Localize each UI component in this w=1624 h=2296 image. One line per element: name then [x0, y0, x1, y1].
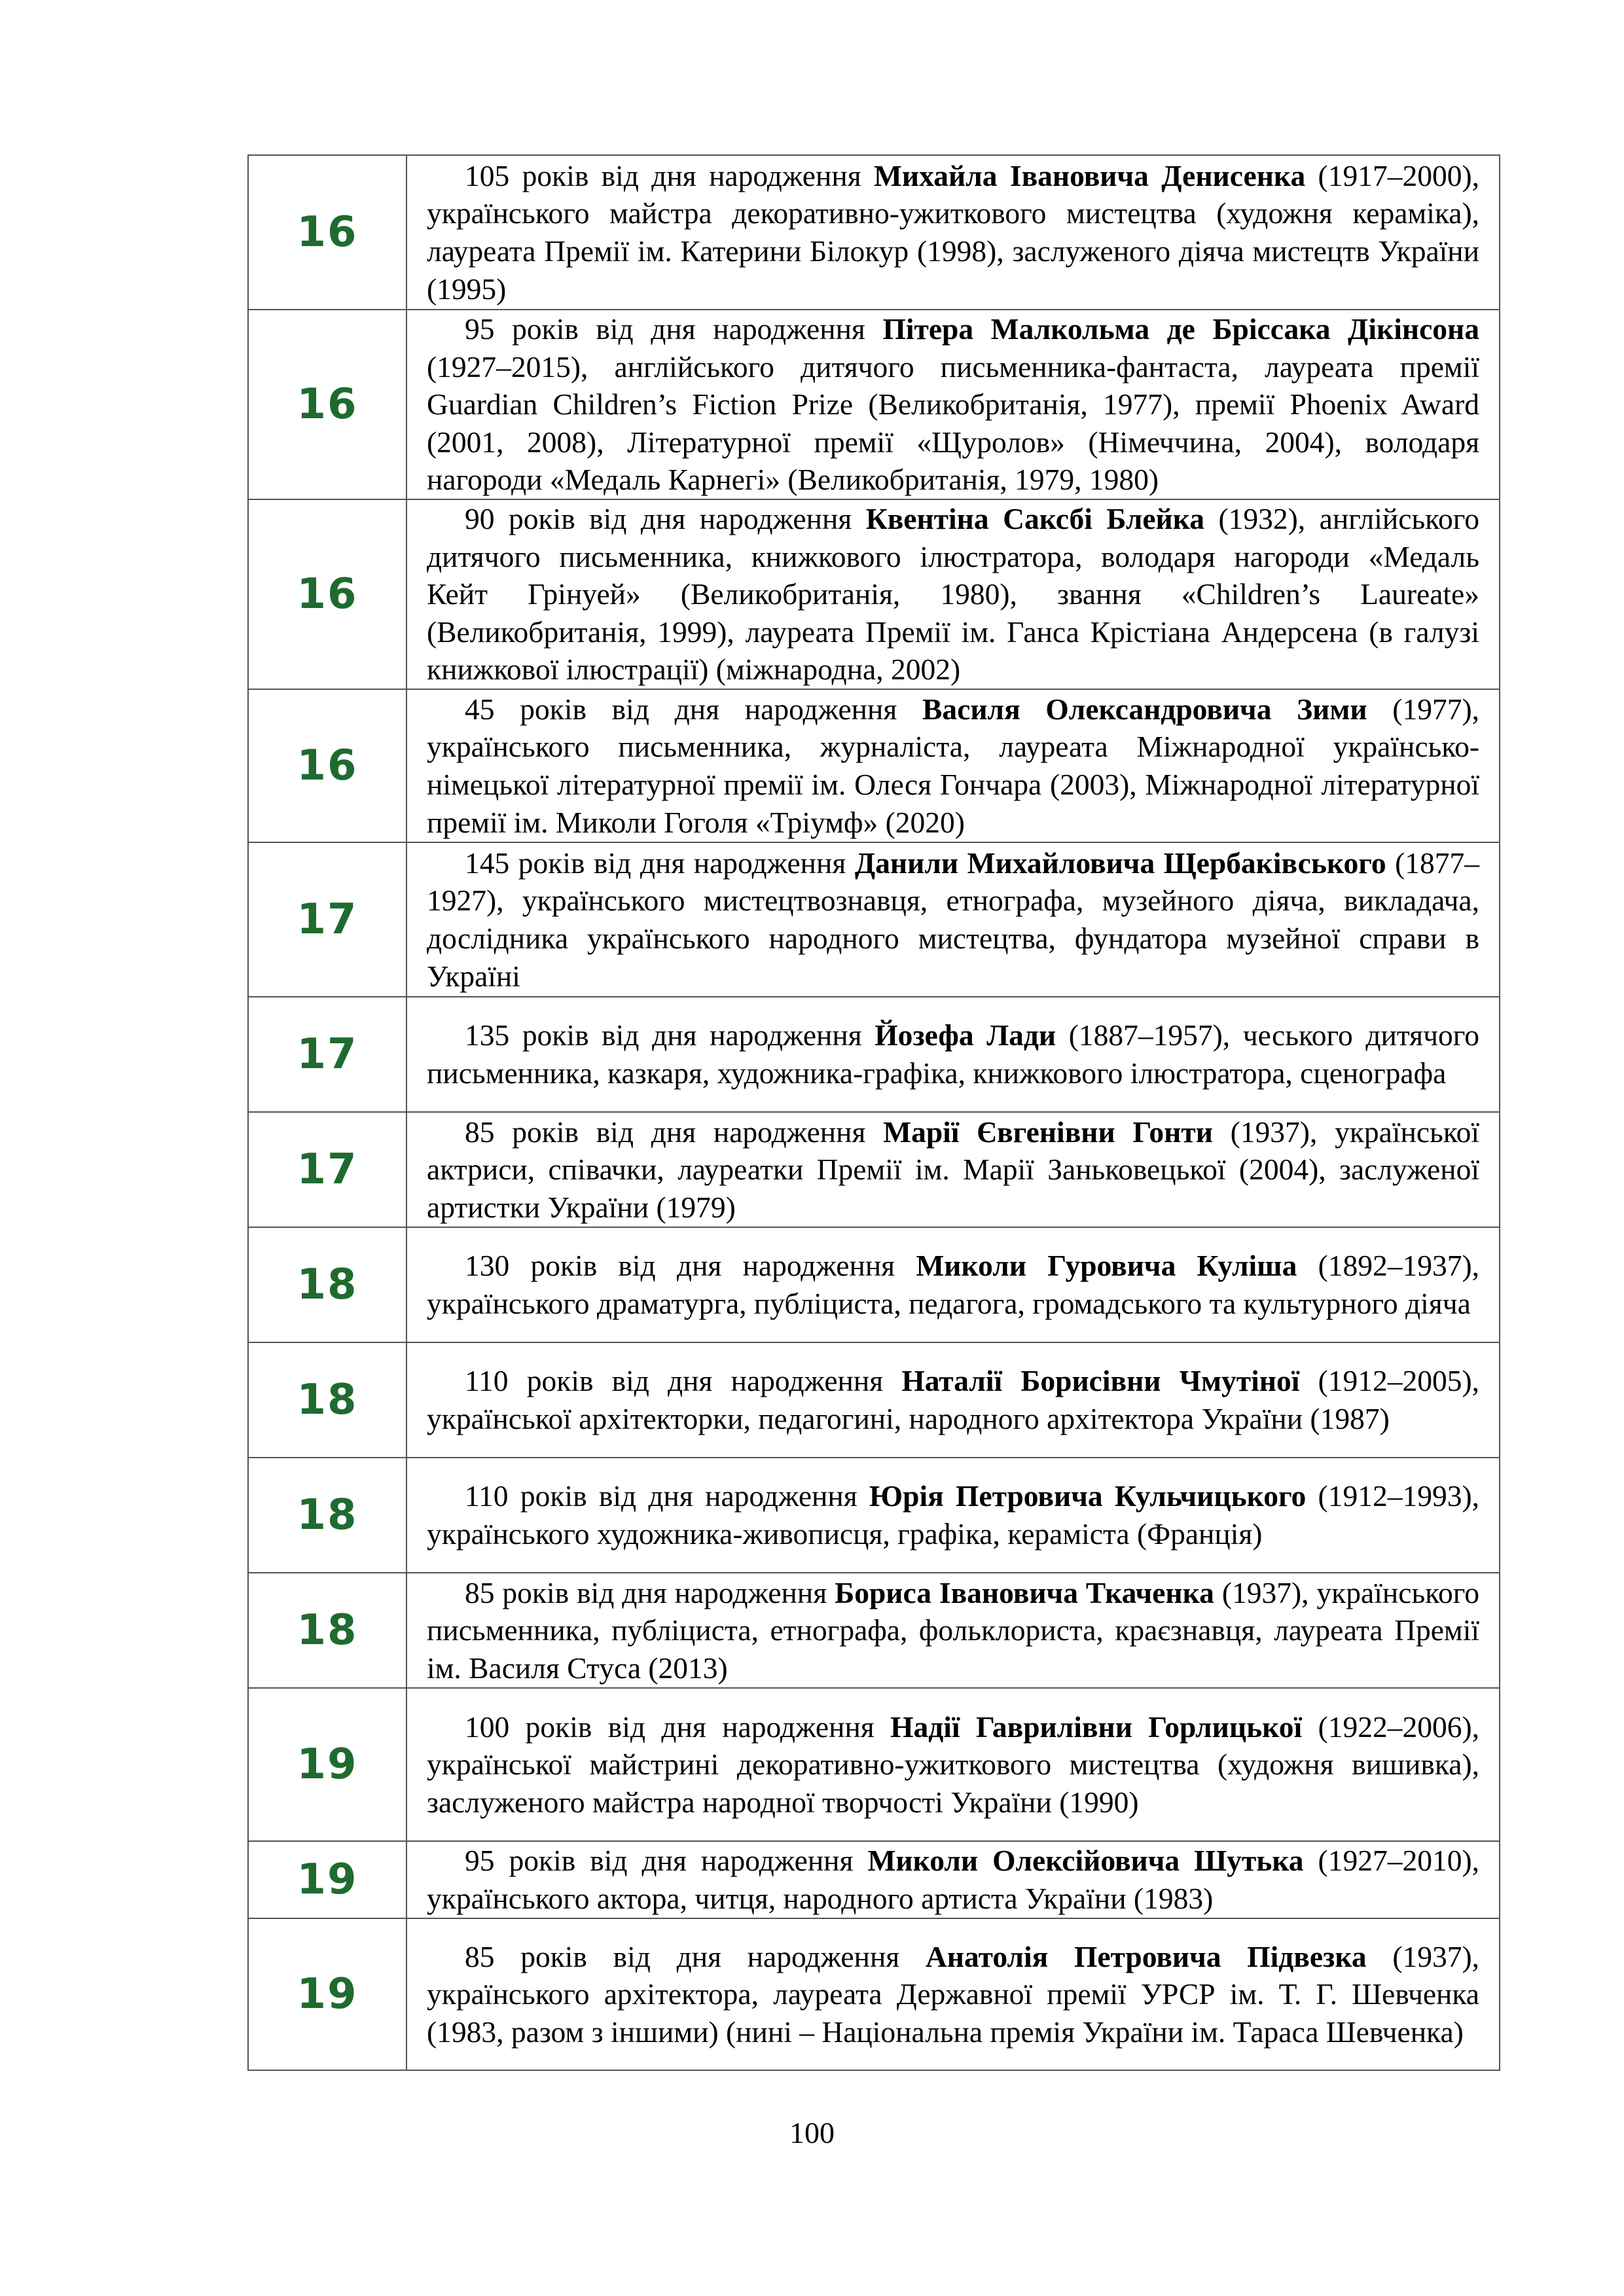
person-name: Йозефа Лади [875, 1018, 1056, 1052]
person-description: (1892–1937), українського драматурга, публіциста, педагога, громадського та культурного діяча [427, 1249, 1480, 1320]
anniversary-description [427, 844, 1479, 995]
person-name: Михайла Івановича Денисенка [873, 158, 1306, 192]
calendar-row [248, 1918, 1500, 2070]
anniversary-prefix: 45 років від дня народження [465, 692, 923, 726]
anniversary-description [427, 500, 1479, 689]
anniversary-description [427, 310, 1479, 499]
person-description: (1917–2000), українського майстра декоративно-ужиткового мистецтва (художня кераміка), лауреата Премії ім. Катерини Білокур (1998), заслуженого діяча мистецтв України (1995) [427, 158, 1479, 306]
person-description: (1937), українського архітектора, лауреата Державної премії УРСР ім. Т. Г. Шевченка (1983, разом з іншими) (нині – Національна премія України ім. Тараса Шевченка) [427, 1939, 1479, 2049]
day-number: 19 [248, 1688, 406, 1841]
anniversary-description [427, 1842, 1479, 1917]
calendar-row [248, 1342, 1500, 1458]
person-description: (1922–2006), української майстрині декоративно-ужиткового мистецтва (художня вишивка), заслуженого майстра народної творчості України (1990) [427, 1710, 1479, 1819]
day-number: 18 [248, 1342, 406, 1458]
anniversary-text-cell [406, 310, 1500, 499]
calendar-row [248, 689, 1500, 842]
anniversary-prefix: 85 років від дня народження [465, 1939, 926, 1973]
person-name: Юрія Петровича Кульчицького [869, 1479, 1307, 1513]
anniversary-calendar-table [247, 154, 1500, 2071]
anniversary-description [427, 1477, 1479, 1552]
calendar-row [248, 1841, 1500, 1918]
person-name: Анатолія Петровича Підвезка [925, 1939, 1367, 1973]
day-number: 18 [248, 1458, 406, 1573]
anniversary-description [427, 1362, 1479, 1437]
anniversary-prefix: 100 років від дня народження [465, 1710, 891, 1744]
anniversary-text-cell [406, 1841, 1500, 1918]
anniversary-description [427, 1247, 1479, 1322]
day-number: 17 [248, 997, 406, 1112]
person-name: Бориса Івановича Ткаченка [835, 1575, 1214, 1609]
anniversary-text-cell [406, 499, 1500, 689]
anniversary-description [427, 1574, 1479, 1687]
person-name: Пітера Малкольма де Бріссака Дікінсона [882, 312, 1479, 346]
anniversary-prefix: 85 років від дня народження [465, 1575, 835, 1609]
calendar-row [248, 1573, 1500, 1688]
page-number: 100 [789, 2116, 835, 2149]
person-name: Миколи Олексійовича Шутька [867, 1844, 1304, 1878]
person-description: (1937), української актриси, співачки, лауреатки Премії ім. Марії Заньковецької (2004), заслуженої артистки України (1979) [427, 1115, 1479, 1224]
person-name: Василя Олександровича Зими [922, 692, 1367, 726]
day-number: 19 [248, 1841, 406, 1918]
anniversary-prefix: 145 років від дня народження [465, 846, 855, 880]
person-description: (1912–2005), української архітекторки, педагогині, народного архітектора України (1987) [427, 1364, 1479, 1435]
anniversary-description [427, 157, 1479, 308]
day-number: 16 [248, 310, 406, 499]
day-number: 17 [248, 1112, 406, 1227]
person-description: (1977), українського письменника, журналіста, лауреата Міжнародної українсько-німецької літературної премії ім. Олеся Гончара (2003), Міжнародної літературної премії ім. Миколи Гоголя «Тріумф» (2020) [427, 692, 1479, 839]
anniversary-prefix: 85 років від дня народження [465, 1115, 884, 1149]
calendar-row [248, 997, 1500, 1112]
person-name: Марії Євгенівни Гонти [883, 1115, 1213, 1149]
calendar-row [248, 1458, 1500, 1573]
anniversary-text-cell [406, 1918, 1500, 2070]
anniversary-prefix: 95 років від дня народження [465, 1844, 868, 1878]
anniversary-text-cell [406, 997, 1500, 1112]
anniversary-text-cell [406, 842, 1500, 997]
anniversary-prefix: 110 років від дня народження [465, 1479, 869, 1513]
anniversary-description [427, 1113, 1479, 1227]
person-description: (1927–2010), українського актора, читця, народного артиста України (1983) [427, 1844, 1479, 1915]
person-name: Квентіна Саксбі Блейка [865, 502, 1205, 536]
anniversary-text-cell [406, 1688, 1500, 1841]
anniversary-prefix: 105 років від дня народження [465, 158, 874, 192]
person-description: (1887–1957), чеського дитячого письменника, казкаря, художника-графіка, книжкового ілюстратора, сценографа [427, 1018, 1479, 1090]
calendar-row [248, 1112, 1500, 1227]
anniversary-prefix: 95 років від дня народження [465, 312, 883, 346]
calendar-row [248, 310, 1500, 499]
anniversary-description [427, 1708, 1479, 1821]
anniversary-prefix: 90 років від дня народження [465, 502, 866, 536]
anniversary-text-cell [406, 1458, 1500, 1573]
anniversary-prefix: 135 років від дня народження [465, 1018, 875, 1052]
anniversary-description [427, 1016, 1479, 1092]
calendar-table-body [248, 155, 1500, 2070]
calendar-row [248, 842, 1500, 997]
day-number: 16 [248, 155, 406, 310]
day-number: 16 [248, 689, 406, 842]
anniversary-text-cell [406, 1573, 1500, 1688]
anniversary-text-cell [406, 155, 1500, 310]
calendar-row [248, 1227, 1500, 1342]
person-description: (1932), англійського дитячого письменника, книжкового ілюстратора, володаря нагороди «Медаль Кейт Грінуей» (Великобританія, 1980), звання «Children’s Laureate» (Великобританія, 1999), лауреата Премії ім. Ганса Крістіана Андерсена (в галузі книжкової ілюстрації) (міжнародна, 2002) [427, 502, 1479, 687]
anniversary-description [427, 691, 1479, 841]
person-description: (1912–1993), українського художника-живописця, графіка, кераміста (Франція) [427, 1479, 1479, 1551]
anniversary-prefix: 110 років від дня народження [465, 1364, 902, 1398]
anniversary-text-cell [406, 1227, 1500, 1342]
day-number: 19 [248, 1918, 406, 2070]
person-name: Наталії Борисівни Чмутіної [901, 1364, 1300, 1398]
person-name: Миколи Гуровича Куліша [916, 1249, 1297, 1283]
anniversary-text-cell [406, 1342, 1500, 1458]
anniversary-text-cell [406, 1112, 1500, 1227]
person-description: (1927–2015), англійського дитячого письменника-фантаста, лауреата премії Guardian Children’s Fiction Prize (Великобританія, 1977), премії Phoenix Award (2001, 2008), Літературної премії «Щуролов» (Німеччина, 2004), володаря нагороди «Медаль Карнегі» (Великобританія, 1979, 1980) [427, 350, 1479, 497]
day-number: 18 [248, 1573, 406, 1688]
day-number: 17 [248, 842, 406, 997]
day-number: 16 [248, 499, 406, 689]
person-name: Данили Михайловича Щербаківського [854, 846, 1386, 880]
calendar-row [248, 1688, 1500, 1841]
day-number: 18 [248, 1227, 406, 1342]
anniversary-description [427, 1938, 1479, 2051]
person-description: (1877–1927), українського мистецтвознавця, етнографа, музейного діяча, викладача, дослідника українського народного мистецтва, фундатора музейної справи в Україні [427, 846, 1479, 993]
anniversary-text-cell [406, 689, 1500, 842]
anniversary-prefix: 130 років від дня народження [465, 1249, 916, 1283]
calendar-row [248, 155, 1500, 310]
person-name: Надії Гаврилівни Горлицької [890, 1710, 1303, 1744]
person-description: (1937), українського письменника, публіциста, етнографа, фольклориста, краєзнавця, лауреата Премії ім. Василя Стуса (2013) [427, 1575, 1479, 1685]
calendar-row [248, 499, 1500, 689]
